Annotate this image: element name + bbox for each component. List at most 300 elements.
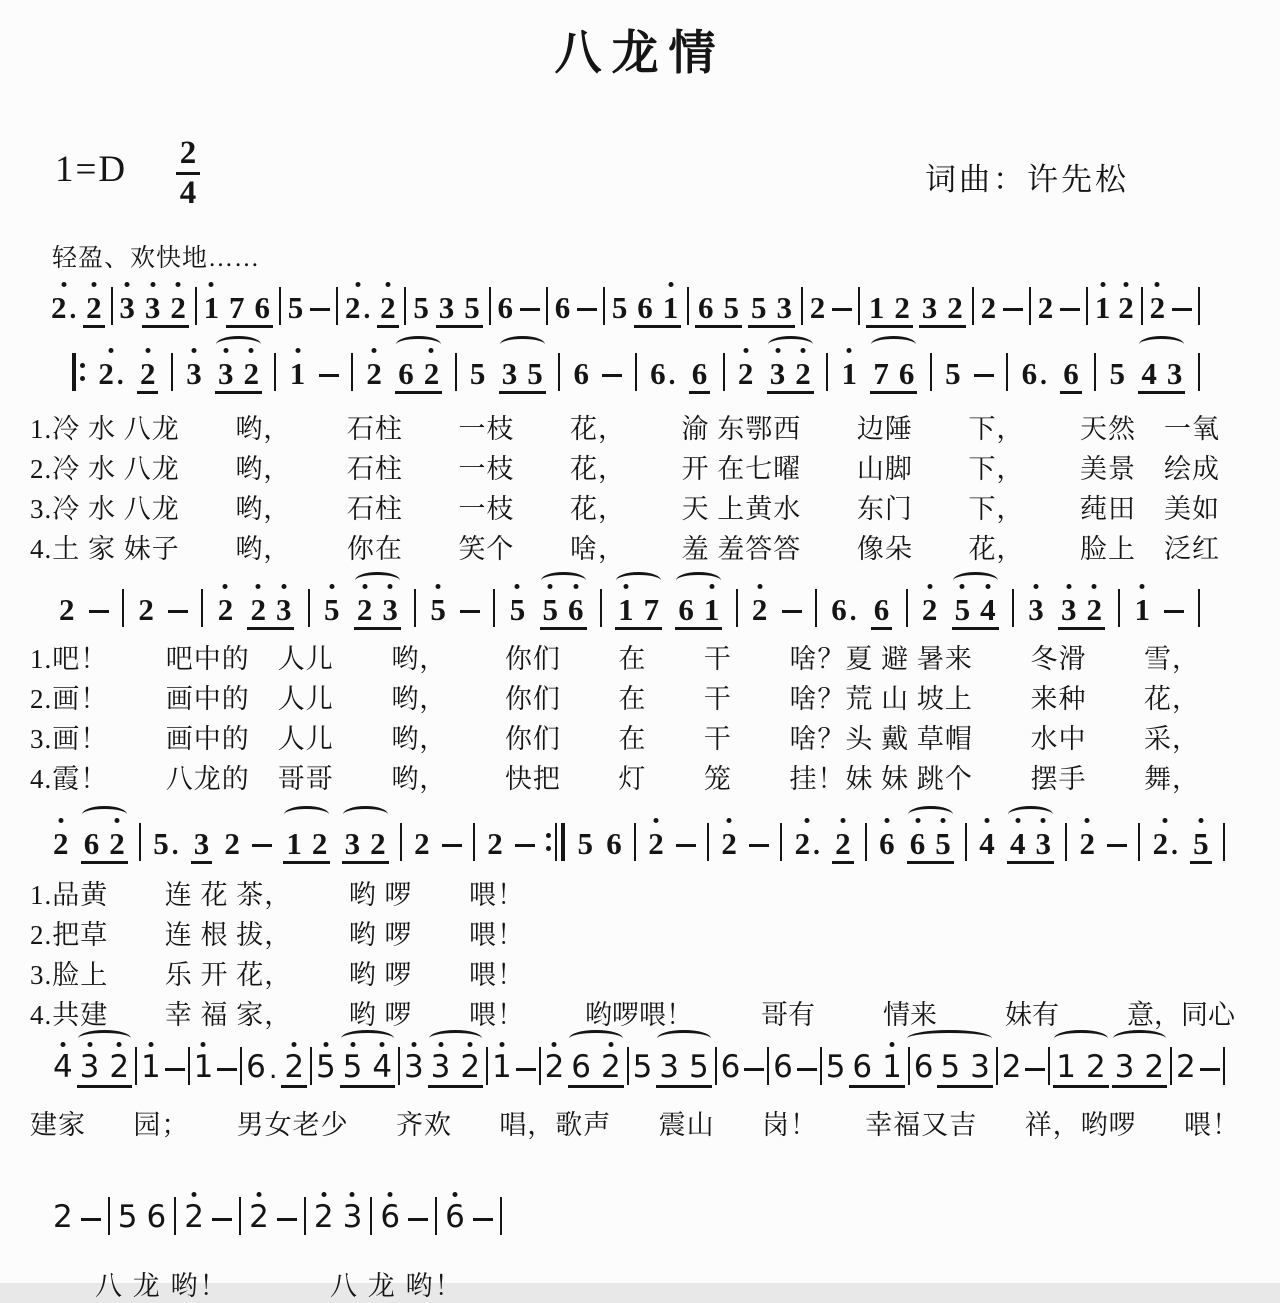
barline	[972, 287, 974, 325]
dot	[80, 376, 85, 381]
octave-dot	[385, 282, 390, 287]
barline	[400, 823, 402, 861]
note-group	[283, 814, 330, 864]
note-digit: 6	[691, 356, 708, 391]
note-digit: 3	[144, 290, 161, 325]
note	[573, 344, 591, 394]
note-digit: 6	[773, 1049, 793, 1085]
note-digit: 2	[249, 1199, 269, 1235]
lyric-segment: 哟，	[391, 723, 448, 754]
octave-dot	[355, 282, 360, 287]
barline	[996, 1047, 998, 1085]
note-digit: 1	[618, 592, 634, 627]
note-digit: 2	[835, 826, 851, 861]
song-title: 八龙情	[554, 28, 726, 80]
note-digit: 6	[909, 826, 926, 861]
note-group	[866, 278, 913, 328]
note-digit: 3	[1035, 826, 1051, 861]
lyric-segment: 齐欢	[395, 1109, 452, 1140]
slur	[341, 1030, 394, 1047]
note-digit: 5	[527, 356, 543, 391]
lyric-segment: 幸福又吉	[865, 1109, 978, 1140]
note-digit: 3	[430, 1049, 451, 1085]
octave-dot	[653, 818, 658, 823]
barline	[455, 353, 457, 391]
duration-dash	[277, 1218, 297, 1221]
octave-dot	[191, 348, 196, 353]
barline	[1223, 823, 1225, 861]
note-group	[870, 344, 917, 394]
note	[283, 1038, 305, 1085]
note	[248, 1188, 270, 1238]
note-digit: 6	[879, 826, 895, 861]
barline	[600, 589, 602, 627]
note-group	[1058, 580, 1105, 630]
octave-dot	[150, 282, 155, 287]
note	[152, 814, 179, 864]
lyric-segment: 哟，	[235, 413, 292, 444]
octave-dot	[436, 584, 441, 589]
note-group	[142, 278, 189, 328]
lyric-segment: 2.冷 水 八龙	[30, 453, 180, 484]
note	[249, 580, 267, 627]
note-digit: 2	[921, 592, 938, 627]
note	[737, 344, 755, 394]
note-digit: 3	[1060, 592, 1077, 627]
lyric-row	[30, 526, 1220, 566]
barline	[500, 1197, 502, 1235]
augmentation-dot: .	[171, 830, 179, 860]
note-digit: 2	[544, 1049, 565, 1085]
lyric-segment: 一枝	[458, 453, 515, 484]
note	[1037, 278, 1055, 328]
note-group	[81, 814, 128, 864]
note-digit: 3	[776, 290, 792, 325]
note	[662, 278, 680, 325]
lyric-segment: 祥，哟啰	[1024, 1109, 1137, 1140]
note-digit: 3	[218, 356, 234, 391]
note-digit: 2	[1152, 826, 1169, 861]
note-digit: 6	[1063, 356, 1079, 391]
octave-dot	[256, 1192, 261, 1197]
barline	[1086, 287, 1088, 325]
note-digit: 2	[894, 290, 910, 325]
note	[486, 814, 504, 864]
note-digit: 5	[117, 1199, 138, 1235]
note	[825, 1038, 847, 1088]
slur	[78, 1030, 131, 1047]
note-digit: 1	[1134, 592, 1151, 627]
note-digit: 6	[445, 1199, 465, 1235]
barline	[188, 1047, 190, 1085]
note-digit: 1	[703, 592, 720, 627]
barline	[489, 287, 491, 325]
note-digit: 2	[86, 290, 102, 325]
octave-dot	[145, 348, 150, 353]
lyric-segment: 啥？夏 避 暑来	[789, 643, 973, 674]
slur	[676, 572, 721, 589]
barline	[274, 353, 276, 391]
slur	[541, 572, 586, 589]
lyric-segment: 脸上 泛红	[1080, 533, 1220, 564]
lyric-segment: 干	[703, 683, 732, 714]
barline	[122, 589, 124, 627]
note-digit: 2	[809, 290, 826, 325]
duration-dash	[676, 844, 696, 847]
note-digit: 4	[980, 592, 996, 627]
note-digit: 5	[1109, 356, 1125, 391]
duration-dash	[168, 610, 188, 613]
barline	[1223, 1047, 1225, 1085]
lyric-row	[30, 716, 1200, 756]
note-digit: 7	[873, 356, 889, 391]
octave-dot	[515, 584, 520, 589]
lyric-segment: 1.品黄	[30, 879, 109, 910]
lyric-segment: 你在	[346, 533, 403, 564]
note-digit: 1	[868, 290, 885, 325]
note-digit: 3	[1114, 1049, 1135, 1085]
note	[946, 278, 964, 325]
note-digit: 6	[554, 290, 571, 325]
note-digit: 5	[935, 826, 951, 861]
note-digit: 5	[940, 1049, 961, 1085]
note-group	[342, 814, 389, 864]
lyric-row	[30, 446, 1220, 486]
duration-dash	[515, 844, 535, 847]
augmentation-dot: .	[1171, 830, 1178, 860]
lyric-segment: 花，	[570, 413, 626, 444]
lyric-segment: 舞，	[1144, 763, 1200, 794]
barline	[767, 1047, 769, 1085]
note	[183, 1188, 205, 1238]
octave-dot	[889, 1042, 894, 1047]
note-digit: 6	[873, 592, 890, 627]
slur	[500, 336, 545, 353]
note	[413, 814, 431, 864]
barline	[493, 589, 495, 627]
note	[636, 278, 654, 325]
note-digit: 2	[344, 290, 361, 325]
note-digit: 5	[469, 356, 486, 391]
slur	[216, 336, 261, 353]
barline	[72, 353, 76, 391]
slur	[569, 1030, 622, 1047]
note	[223, 814, 241, 864]
lyric-segment: 花，	[570, 453, 626, 484]
lyric-segment: 4.共建	[30, 999, 109, 1030]
octave-dot	[256, 584, 261, 589]
lyric-segment: 石柱	[346, 493, 403, 524]
duration-dash	[473, 1218, 493, 1221]
note-digit: 5	[509, 592, 526, 627]
note-group	[849, 1038, 904, 1088]
note-digit: 1	[1094, 290, 1111, 325]
note	[315, 1038, 337, 1088]
note-digit: 7	[643, 592, 660, 627]
note-digit: 1	[841, 356, 857, 391]
lyric-segment: 唱，歌声	[499, 1109, 612, 1140]
note-digit: 2	[794, 826, 811, 861]
barline	[1029, 287, 1031, 325]
duration-dash	[797, 1068, 817, 1071]
slur	[82, 806, 127, 823]
note-digit: 2	[487, 826, 503, 861]
note	[809, 278, 827, 328]
note-digit: 3	[275, 592, 292, 627]
note-group	[428, 1038, 483, 1088]
note-digit: 1	[492, 1049, 512, 1085]
note-group	[871, 580, 893, 630]
note-digit: 6	[573, 356, 589, 391]
note	[429, 580, 447, 630]
note-digit: 2	[53, 826, 69, 861]
note-group	[340, 1038, 395, 1088]
note-group	[436, 278, 483, 328]
barline	[561, 823, 565, 861]
barline	[687, 287, 689, 325]
note	[245, 1038, 278, 1088]
lyric-segment: 下，	[968, 493, 1025, 524]
barline	[555, 823, 557, 861]
note	[1152, 814, 1179, 864]
lyric-segment: 山脚	[856, 453, 913, 484]
note	[313, 1188, 335, 1238]
note-digit: 2	[423, 356, 440, 391]
duration-dash	[408, 1218, 428, 1221]
lyric-segment: 来种	[1030, 683, 1087, 714]
lyric-segment: 喂！	[469, 959, 525, 990]
note	[697, 278, 715, 325]
note	[851, 1038, 873, 1085]
note-digit: 1	[203, 290, 220, 325]
slur	[768, 336, 813, 353]
note	[412, 278, 430, 328]
lyric-segment: 妹有	[1005, 999, 1059, 1030]
lyric-segment: 干	[703, 643, 732, 674]
lyric-row	[30, 872, 525, 912]
barline	[1094, 353, 1096, 391]
note	[52, 1038, 74, 1088]
lyric-segment: 建家	[30, 1109, 86, 1140]
note-digit: 5	[342, 1049, 363, 1085]
note	[193, 814, 211, 861]
note-group	[952, 580, 999, 630]
note	[893, 278, 911, 325]
note-group	[832, 814, 854, 864]
note-digit: 5	[287, 290, 304, 325]
lyric-segment: 哟，	[391, 643, 448, 674]
lyric-row	[30, 912, 525, 952]
note-group	[540, 580, 587, 630]
note-digit: 6	[831, 592, 847, 627]
lyric-segment: 一枝	[458, 413, 515, 444]
lyric-segment: 下，	[968, 453, 1025, 484]
note-digit: 3	[382, 592, 398, 627]
note-group	[675, 580, 722, 630]
note-digit: 1	[141, 1049, 161, 1085]
augmentation-dot: .	[69, 294, 77, 324]
octave-dot	[884, 818, 889, 823]
note-digit: 6	[678, 592, 694, 627]
barline	[826, 353, 828, 391]
barline	[1012, 589, 1014, 627]
barline	[558, 353, 560, 391]
note	[365, 344, 383, 394]
note-digit: 6	[398, 356, 414, 391]
note	[323, 580, 341, 630]
note-digit: 2	[138, 592, 154, 627]
lyric-segment: 哟 啰	[348, 879, 413, 910]
duration-dash	[252, 844, 272, 847]
note	[228, 278, 246, 325]
note-digit: 5	[825, 1049, 846, 1085]
lyric-segment: 边陲	[856, 413, 913, 444]
note-digit: 6	[571, 1049, 591, 1085]
barline	[1118, 589, 1120, 627]
note-digit: 3	[1028, 592, 1044, 627]
note	[772, 1038, 794, 1088]
lyric-segment: 石柱	[346, 453, 403, 484]
octave-dot	[295, 348, 300, 353]
lyric-segment: 画中的 人儿	[165, 683, 334, 714]
octave-dot	[223, 584, 228, 589]
lyric-segment: 花，	[968, 533, 1025, 564]
augmentation-dot: .	[813, 830, 820, 860]
note	[58, 580, 76, 630]
note-digit: 6	[637, 290, 653, 325]
note-digit: 6	[650, 356, 666, 391]
music-line-4	[52, 814, 1225, 864]
note	[185, 344, 203, 394]
slur	[1113, 1030, 1166, 1047]
note	[1192, 814, 1210, 861]
barline	[435, 1197, 437, 1235]
note-digit: 5	[464, 290, 480, 325]
note-digit: 2	[1001, 1049, 1022, 1085]
note-digit: 2	[1144, 1049, 1165, 1085]
note-digit: 3	[344, 826, 361, 861]
barline	[603, 287, 605, 325]
note	[868, 278, 886, 325]
note-digit: 2	[460, 1049, 481, 1085]
note-digit: 1	[286, 826, 302, 861]
clipped-lyric: 八 龙 哟！	[330, 1271, 464, 1301]
octave-dot	[281, 584, 286, 589]
slur	[284, 806, 329, 823]
octave-dot	[499, 1042, 504, 1047]
note	[1117, 278, 1135, 328]
barline	[780, 823, 782, 861]
note-digit: 3	[404, 1049, 424, 1085]
composer-credit: 词曲：许先松	[925, 162, 1129, 197]
barline	[715, 1047, 717, 1085]
lyric-segment: 灯	[618, 763, 647, 794]
octave-dot	[1163, 818, 1168, 823]
duration-dash	[1200, 1068, 1220, 1071]
barline	[858, 287, 860, 325]
note-group	[634, 278, 681, 328]
octave-dot	[757, 584, 762, 589]
note-digit: 5	[723, 290, 740, 325]
note	[691, 344, 709, 391]
note-group	[656, 1038, 711, 1088]
barline	[398, 1047, 400, 1085]
note-digit: 3	[342, 1199, 363, 1235]
note-digit: 2	[139, 356, 156, 391]
note-digit: 2	[217, 592, 234, 627]
slur	[953, 572, 998, 589]
note-digit: 2	[721, 826, 737, 861]
note-group	[499, 344, 546, 394]
note	[342, 1188, 364, 1238]
note-group	[689, 344, 711, 394]
duration-dash	[460, 610, 480, 613]
lyric-segment: 一枝	[458, 493, 515, 524]
note	[649, 344, 676, 394]
duration-dash	[744, 1068, 764, 1071]
octave-dot	[372, 348, 377, 353]
note	[287, 278, 305, 328]
duration-dash	[1107, 844, 1127, 847]
lyric-segment: 在	[618, 723, 647, 754]
note	[118, 278, 136, 328]
lyric-segment: 吧中的 人儿	[165, 643, 334, 674]
note-digit: 6	[720, 1049, 741, 1085]
duration-dash	[89, 610, 109, 613]
note-group	[748, 278, 795, 328]
lyric-segment: 在	[618, 683, 647, 714]
lyric-segment: 哟 啰	[348, 959, 413, 990]
lyric-segment: 喂！	[1183, 1109, 1240, 1140]
note-group	[247, 580, 294, 630]
lyric-segment: 1.吧！	[30, 643, 109, 674]
music-line-6	[52, 1188, 502, 1238]
note-digit: 6	[254, 290, 270, 325]
note-digit: 2	[243, 356, 260, 391]
barline	[1141, 287, 1143, 325]
note	[289, 344, 307, 394]
note-digit: 2	[1079, 826, 1095, 861]
slur	[355, 572, 400, 589]
note-digit: 2	[109, 826, 125, 861]
octave-dot	[148, 1042, 153, 1047]
barline	[723, 353, 725, 391]
note-digit: 6	[698, 290, 714, 325]
duration-dash	[782, 610, 802, 613]
verse-block-2	[30, 636, 1200, 796]
note-digit: 1	[193, 1049, 214, 1085]
augmentation-dot: .	[116, 360, 124, 390]
barline	[1198, 353, 1200, 391]
octave-dot	[321, 1192, 326, 1197]
note-digit: 7	[228, 290, 245, 325]
note-group	[226, 278, 273, 328]
note-digit: 6	[497, 290, 514, 325]
octave-dot	[209, 282, 214, 287]
octave-dot	[1155, 282, 1160, 287]
note	[52, 814, 70, 864]
lyric-segment: 采，	[1144, 723, 1200, 754]
note	[139, 344, 157, 391]
barline	[801, 287, 803, 325]
slur	[396, 336, 441, 353]
barline	[1006, 353, 1008, 391]
lyric-segment: 2.画！	[30, 683, 109, 714]
lyric-segment: 园；	[133, 1109, 190, 1140]
augmentation-dot: .	[363, 294, 371, 324]
octave-dot	[292, 1042, 297, 1047]
octave-dot	[108, 348, 113, 353]
